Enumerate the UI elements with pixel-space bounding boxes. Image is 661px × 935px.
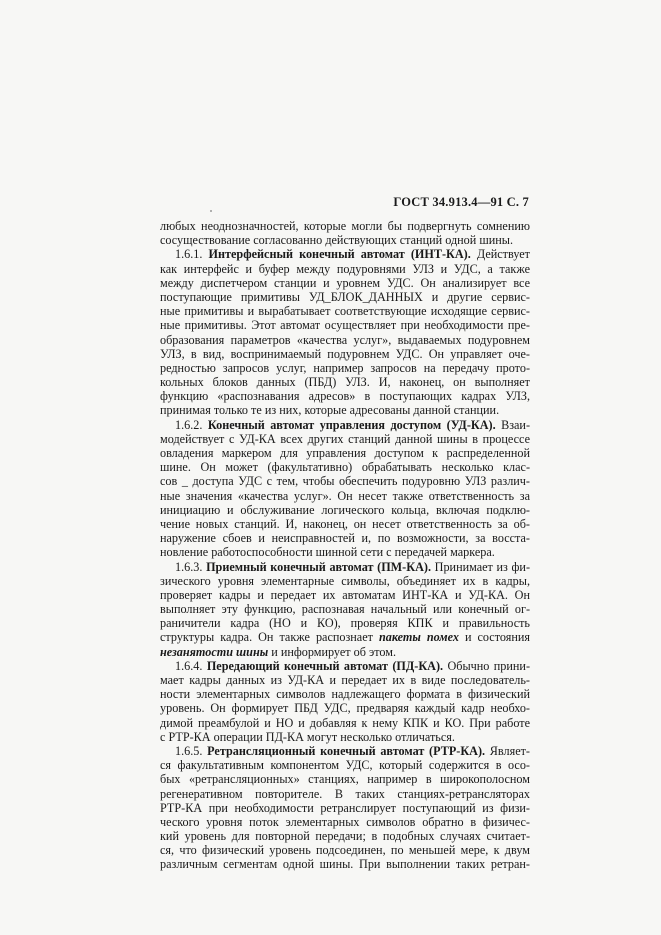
text-line: поступающие примитивы УД_БЛОК_ДАННЫХ и другие сервис-: [160, 289, 530, 304]
section-heading: Интерфейсный конечный автомат (ИНТ-КА).: [208, 247, 471, 262]
text-line: чение новых станций. И, наконец, он несет ответственность за об-: [160, 516, 530, 531]
text-line: модействует с УД-КА всех других станций данной шины в процессе: [160, 431, 530, 446]
text-line: проверяет кадры и передает их автоматам ИНТ-КА и УД-КА. Он: [160, 587, 530, 602]
text-line: сов _ доступа УДС с тем, чтобы обеспечить подуровню УЛЗ различ-: [160, 474, 530, 489]
text-line: [160, 659, 530, 673]
scan-speck: [210, 210, 212, 212]
section-heading: Передающий конечный автомат (ПД-КА).: [206, 658, 444, 673]
text-line: [160, 247, 530, 261]
text-run: 1.6.3.: [175, 559, 207, 574]
text-line: выполняет эту функцию, распознавая начальный или конечный ог-: [160, 602, 530, 617]
text-line: РТР-КА при необходимости ретранслирует поступающий из физи-: [160, 800, 530, 815]
text-line: образования параметров «качества услуг», выдаваемых подуровнем: [160, 332, 530, 347]
text-line: новление работоспособности шинной сети с передачей маркера.: [160, 545, 495, 560]
running-header: ГОСТ 34.913.4—91 С. 7: [393, 195, 529, 209]
text-run: 1.6.2.: [175, 417, 208, 432]
text-line: сосуществование согласованно действующих станций одной шины.: [160, 233, 513, 248]
text-line: ные значения «качества услуг». Он несет также ответственность за: [160, 488, 530, 503]
text-run: 1.6.1.: [175, 247, 209, 262]
text-line: функцию «распознавания адресов» в поступающих кадрах УЛЗ,: [160, 389, 530, 404]
text-line: как интерфейс и буфер между подуровнями УЛЗ и УДС, а также: [160, 261, 530, 276]
text-line: с РТР-КА операции ПД-КА могут несколько отличаться.: [160, 729, 455, 744]
emphasis-term: незанятости шины: [160, 644, 269, 659]
text-line: ности элементарных символов надлежащего формата в физический: [160, 687, 530, 702]
text-line: уровень. Он формирует ПБД УДС, предваряя каждый кадр необхо-: [160, 701, 530, 716]
text-line: шине. Он может (факультативно) обрабатывать несколько клас-: [160, 460, 530, 475]
text-line: любых неоднозначностей, которые могли бы подвергнуть сомнению: [160, 219, 530, 233]
text-run: и информирует об этом.: [268, 644, 397, 659]
text-run: 1.6.5.: [175, 743, 208, 758]
text-line: ческого уровня поток элементарных символов обратно в физичес-: [160, 814, 530, 829]
section-heading: Конечный автомат управления доступом (УД-КА).: [207, 417, 496, 432]
text-line: ся, что физический уровень подсоединен, по меньшей мере, к двум: [160, 843, 530, 858]
text-line: зического уровня элементарные символы, объединяет их в кадры,: [160, 573, 530, 588]
text-line: бых «ретрансляционных» станциях, например в широкополосном: [160, 772, 530, 787]
text-line: между диспетчером станции и уровнем УДС. Он анализирует все: [160, 275, 530, 290]
text-run: структуры кадра. Он также распознает: [160, 630, 379, 645]
text-line: редностью запросов услуг, например запросов на передачу прото-: [160, 360, 530, 375]
text-run: Действует: [470, 247, 530, 262]
text-line: мает кадры данных из УД-КА и передает их в виде последователь-: [160, 673, 530, 687]
section-heading: Приемный конечный автомат (ПМ-КА).: [206, 559, 431, 574]
text-line: ные примитивы и вырабатывает соответствующие исходящие сервис-: [160, 304, 530, 319]
text-line: [160, 744, 530, 758]
text-line: [160, 630, 530, 644]
text-line: [160, 560, 530, 574]
text-line: ся факультативным компонентом УДС, который содержится в осо-: [160, 758, 530, 773]
text-line: ные примитивы. Этот автомат осуществляет при необходимости пре-: [160, 318, 530, 333]
text-line: димой преамбулой и НО и добавляя к нему КПК и КО. При работе: [160, 715, 530, 730]
text-line: регенеративном повторителе. В таких станциях-ретрансляторах: [160, 786, 530, 801]
text-line: кольных блоков данных (ПБД) УЛЗ. И, наконец, он выполняет: [160, 375, 530, 390]
text-line: овладения маркером для управления доступом к распределенной: [160, 446, 530, 460]
text-run: Обычно прини-: [443, 658, 530, 673]
text-line: раничители кадра (НО и КО), проверяя КПК и правильность: [160, 616, 530, 631]
document-body: [160, 219, 530, 872]
text-line: принимая только те из них, которые адресованы данной станции.: [160, 403, 500, 418]
text-line: наружение сбоев и неисправностей и, по возможности, за восста-: [160, 531, 530, 546]
text-run: Принимает из фи-: [431, 559, 530, 574]
text-line: различным сегментам одной шины. При выполнении таких ретран-: [160, 857, 530, 872]
section-heading: Ретрансляционный конечный автомат (РТР-КА).: [207, 743, 486, 758]
text-run: и состояния: [458, 630, 530, 645]
text-line: кий уровень для повторной передачи; в подобных случаях считает-: [160, 829, 530, 844]
text-run: Являет-: [485, 743, 530, 758]
text-run: 1.6.4.: [175, 658, 207, 673]
text-line: УЛЗ, в вид, воспринимаемый подуровнем УДС. Он управляет оче-: [160, 346, 530, 361]
text-line: [160, 418, 530, 432]
text-line: [160, 645, 530, 659]
text-line: инициацию и обслуживание логического кольца, включая подклю-: [160, 502, 530, 517]
text-run: Взаи-: [495, 417, 530, 432]
emphasis-term: пакеты помех: [378, 630, 459, 645]
